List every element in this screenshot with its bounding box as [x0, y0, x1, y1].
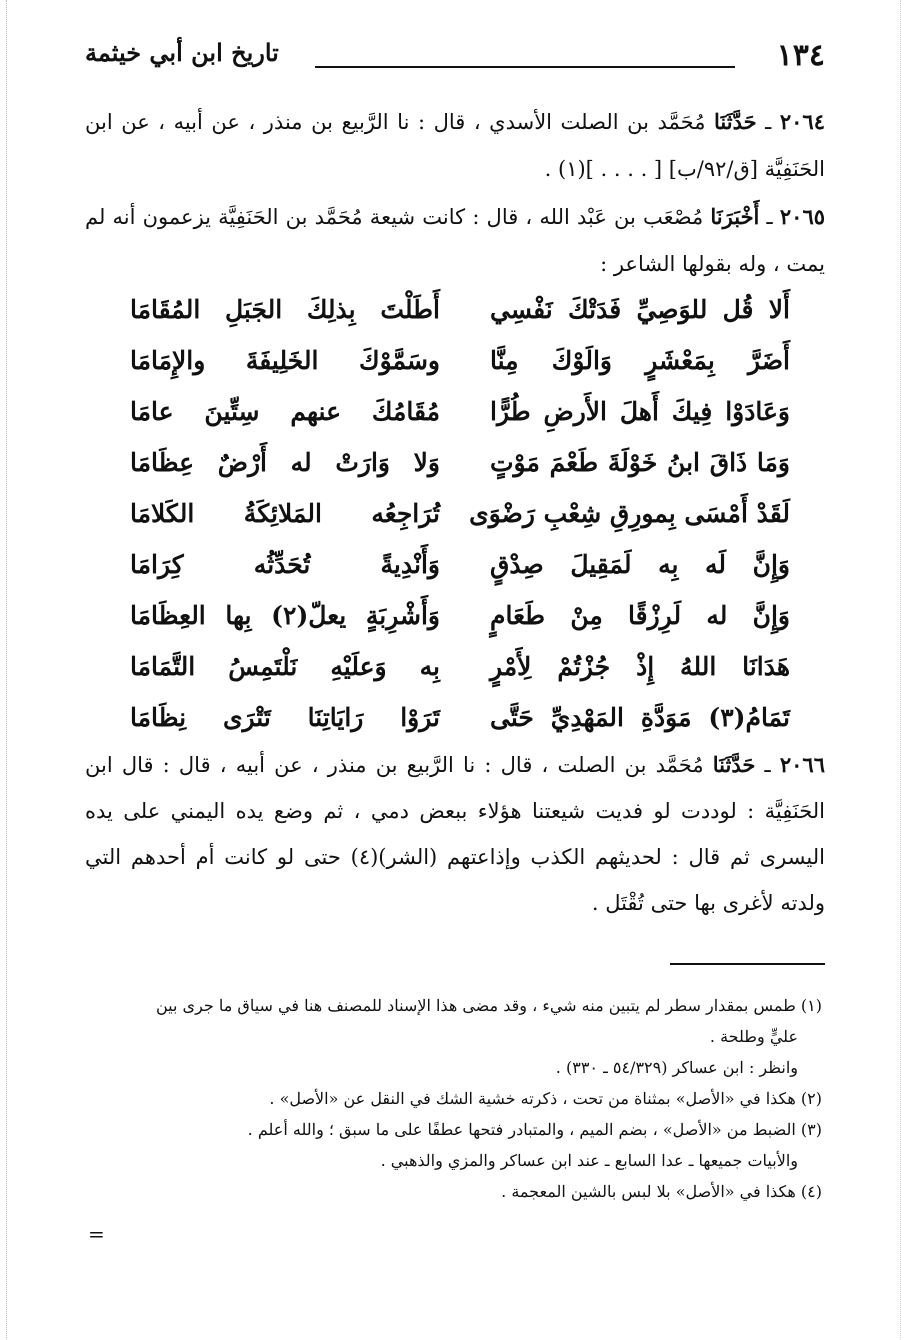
poem-verse	[130, 397, 790, 448]
hadith-number: ٢٠٦٥	[779, 204, 826, 229]
verse-second-hemistich: أَطَلْتَ بِذلِكَ الجَبَلِ المُقَامَا	[130, 295, 440, 324]
footnote-line: (٤) هكذا في «الأصل» بلا لبس بالشين المعجمة .	[501, 1182, 822, 1201]
poem-verse	[130, 601, 790, 652]
verse-second-hemistich: تُرَاجِعُه المَلائِكَةُ الكَلامَا	[130, 499, 440, 528]
page-header	[85, 34, 825, 84]
footnote-line: عليٍّ وطلحة .	[709, 1027, 798, 1046]
poem-verse	[130, 550, 790, 601]
footnote-line: والأبيات جميعها ـ عدا السابع ـ عند ابن عساكر والمزي والذهبي .	[380, 1151, 798, 1170]
paragraph-text: مُحَمَّد بن الصلت ، قال : نا الرَّبيع بن منذر ، عن أبيه ، قال : قال ابن الحَنَفِيَّة : لوددت لو فديت شيعتنا هؤلاء ببعض دمي ، ثم وضع يده اليمني على يده اليسرى ثم قال : لحديثهم الكذب وإذاعتهم (الشر)(٤) حتى لو كانت أم أحدهم التي ولدته لأغرى بها حتى تُقْتَل .	[85, 753, 825, 915]
main-text-continued	[85, 742, 825, 926]
verse-second-hemistich: وَأَنْدِيةً تُحَدِّثُه كِرَامَا	[130, 550, 440, 579]
page-number: ١٣٤	[776, 38, 825, 73]
paragraph-2064: ٢٠٦٤ ـ حَدَّثَنَا مُحَمَّد بن الصلت الأسدي ، قال : نا الرَّبيع بن منذر ، عن أبيه ، عن ابن الحَنَفِيَّة [ق/٩٢/ب] [ . . . . ](١) .	[85, 109, 825, 181]
poem	[130, 295, 790, 754]
poem-verse	[130, 499, 790, 550]
verse-first-hemistich: أَلا قُل للوَصِيِّ فَدَتْكَ نَفْسِي	[490, 295, 790, 324]
footnote-line: وانظر : ابن عساكر (٥٤/٣٢٩ ـ ٣٣٠) .	[555, 1058, 798, 1077]
scan-edge-right	[900, 0, 901, 1340]
verse-second-hemistich: مُقَامُكَ عنهم سِتِّينَ عامَا	[130, 397, 440, 426]
paragraph-text: مُصْعَب بن عَبْد الله ، قال : كانت شيعة مُحَمَّد بن الحَنَفِيَّة يزعمون أنه لم يمت ، وله بقولها الشاعر :	[85, 205, 825, 276]
verse-second-hemistich: تَرَوْا رَايَاتِنَا تَتْرَى نِظَامَا	[130, 703, 440, 732]
footnotes	[90, 990, 822, 1207]
verse-first-hemistich: لَقَدْ أَمْسَى بِمورِقِ شِعْبِ رَضْوَى	[469, 499, 790, 528]
poem-verse	[130, 448, 790, 499]
hadith-number: ٢٠٦٦	[779, 752, 825, 777]
hadith-number: ٢٠٦٤	[779, 109, 825, 134]
poem-verse	[130, 295, 790, 346]
verse-first-hemistich: أَضَرَّ بِمَعْشَرٍ وَالَوْكَ مِنَّا	[490, 346, 790, 375]
verse-first-hemistich: وَإِنَّ لَه بِه لَمَقِيلَ صِدْقٍ	[490, 550, 790, 579]
verse-second-hemistich: وسَمَّوْكَ الخَلِيفَةَ والإِمَامَا	[130, 346, 440, 375]
paragraph-2065: ٢٠٦٥ ـ أَخْبَرَنَا مُصْعَب بن عَبْد الله ، قال : كانت شيعة مُحَمَّد بن الحَنَفِيَّة يزعمون أنه لم يمت ، وله بقولها الشاعر :	[85, 204, 826, 276]
book-title: تاريخ ابن أبي خيثمة	[85, 38, 279, 67]
footnote-line: (١) طمس بمقدار سطر لم يتبين منه شيء ، وقد مضى هذا الإسناد للمصنف هنا في سياق ما جرى بين	[156, 996, 822, 1015]
footnote-line: (٢) هكذا في «الأصل» بمثناة من تحت ، ذكرته خشية الشك في النقل عن «الأصل» .	[269, 1089, 822, 1108]
verse-first-hemistich: تَمَامُ(٣) مَوَدَّةِ المَهْدِيِّ حَتَّى	[490, 703, 790, 732]
main-text	[85, 98, 825, 288]
footnote-line: (٣) الضبط من «الأصل» ، بضم الميم ، والمتبادر فتحها عطفًا على ما سبق ؛ والله أعلم .	[247, 1120, 822, 1139]
verse-first-hemistich: وَمَا ذَاقَ ابنُ خَوْلَةَ طَعْمَ مَوْتٍ	[490, 448, 790, 477]
continuation-mark: =	[88, 1222, 105, 1246]
verse-second-hemistich: وَلا وَارَتْ له أَرْضٌ عِظَامَا	[130, 448, 440, 477]
verse-first-hemistich: وَعَادَوْا فِيكَ أَهلَ الأَرضِ طُرًّا	[490, 397, 790, 426]
footnote-separator	[670, 963, 825, 965]
header-rule	[315, 66, 735, 68]
paragraph-2066: ٢٠٦٦ ـ حَدَّثَنَا مُحَمَّد بن الصلت ، قال : نا الرَّبيع بن منذر ، عن أبيه ، قال : قال ابن الحَنَفِيَّة : لوددت لو فديت شيعتنا هؤلاء ببعض دمي ، ثم وضع يده اليمني على يده اليسرى ثم قال : لحديثهم الكذب وإذاعتهم (الشر)(٤) حتى لو كانت أم أحدهم التي ولدته لأغرى بها حتى تُقْتَل .	[85, 752, 825, 915]
poem-verse	[130, 652, 790, 703]
verse-first-hemistich: وَإِنَّ له لَرِزْقًا مِنْ طَعَامٍ	[490, 601, 790, 630]
narration-lead: حَدَّثَنَا	[714, 109, 757, 134]
narration-lead: أَخْبَرَنَا	[710, 204, 760, 229]
verse-second-hemistich: بِه وَعلَيْهِ نَلْتَمِسُ التَّمَامَا	[130, 652, 440, 681]
verse-second-hemistich: وَأَشْرِبَةٍ يعلّ(٢) بِها العِظَامَا	[130, 601, 440, 630]
narration-lead: حَدَّثَنَا	[712, 752, 756, 777]
verse-first-hemistich: هَدَانَا اللهُ إِذْ جُزْتُمْ لِأَمْرٍ	[490, 652, 790, 681]
paragraph-text: مُحَمَّد بن الصلت الأسدي ، قال : نا الرَّبيع بن منذر ، عن أبيه ، عن ابن الحَنَفِيَّة [ق/٩٢/ب] [ . . . . ](١) .	[85, 110, 825, 181]
poem-verse	[130, 346, 790, 397]
scan-edge-left	[6, 0, 7, 1340]
